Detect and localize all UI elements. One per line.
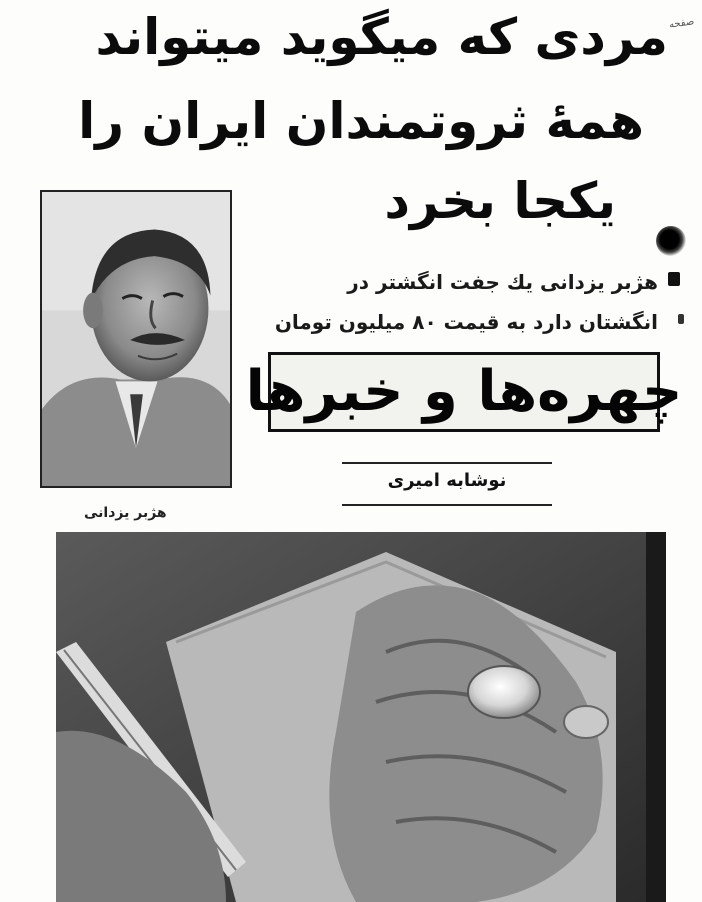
portrait-photo [40, 190, 232, 488]
ink-blot [656, 226, 686, 256]
portrait-image [42, 192, 230, 486]
subhead-mark [678, 314, 684, 324]
subhead-line-2: انگشتان دارد به قیمت ۸۰ میلیون تومان [274, 310, 658, 334]
subhead-bullet [668, 272, 680, 286]
margin-handwritten-note: صفحه [667, 16, 695, 31]
section-banner [245, 352, 683, 432]
section-banner-title: چهره‌ها و خبرها [245, 359, 683, 424]
byline-author: نوشابه امیری [387, 470, 507, 491]
headline-line-1: مردی که میگوید میتواند [95, 8, 668, 66]
hand-with-ring-image [56, 532, 666, 902]
subhead-line-1: هژبر یزدانی یك جفت انگشتر در [347, 270, 658, 294]
ring-hand-photo [56, 532, 666, 902]
headline-line-2: همهٔ ثروتمندان ایران را [78, 92, 644, 150]
headline-line-3: یکجا بخرد [384, 172, 616, 230]
portrait-caption: هژبر یزدانی [84, 505, 167, 521]
